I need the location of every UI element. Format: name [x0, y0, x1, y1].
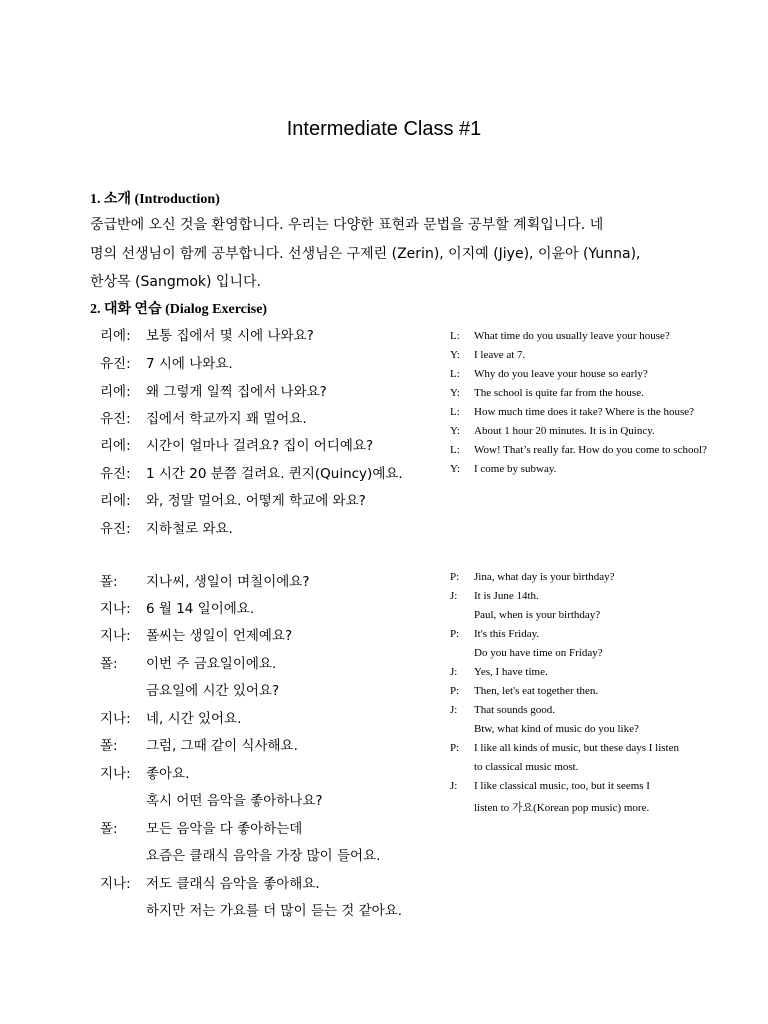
translation-text: What time do you usually leave your house? [474, 330, 670, 342]
speaker-label: 유진: [100, 411, 131, 427]
translation-text: I leave at 7. [474, 349, 526, 361]
speaker-label: 지나: [100, 601, 131, 617]
translation-text: I like all kinds of music, but these days I listen [474, 742, 679, 754]
speaker-label: 리에: [100, 328, 131, 344]
speaker-label: P: [450, 628, 460, 640]
speaker-label: Y: [450, 387, 460, 399]
speaker-label: L: [450, 330, 460, 342]
dialog-text: 지나씨, 생일이 며칠이에요? [146, 574, 310, 590]
dialog-text: 모든 음악을 다 좋아하는데 [146, 821, 303, 837]
translation-text: Why do you leave your house so early? [474, 368, 648, 380]
translation-text: Yes, I have time. [474, 666, 548, 678]
translation-text: Btw, what kind of music do you like? [474, 723, 639, 735]
dialog-text: 1 시간 20 분쯤 걸려요. 퀸지(Quincy)예요. [146, 466, 403, 482]
speaker-label: 지나: [100, 628, 131, 644]
translation-text: It's this Friday. [474, 628, 540, 640]
speaker-label: 리에: [100, 493, 131, 509]
speaker-label: J: [450, 590, 458, 602]
dialog-text: 좋아요. [146, 766, 190, 782]
translation-text: It is June 14th. [474, 590, 539, 602]
speaker-label: 지나: [100, 766, 131, 782]
intro-line: 명의 선생님이 함께 공부합니다. 선생님은 구제린 (Zerin), 이지예 (Jiye), 이윤아 (Yunna), [90, 246, 641, 262]
speaker-label: J: [450, 666, 458, 678]
dialog-text: 폴씨는 생일이 언제예요? [146, 628, 293, 644]
translation-text: to classical music most. [474, 761, 579, 773]
translation-text: Paul, when is your birthday? [474, 609, 601, 621]
translation-text: listen to 가요(Korean pop music) more. [474, 802, 650, 814]
speaker-label: 폴: [100, 738, 118, 754]
speaker-label: 폴: [100, 656, 118, 672]
dialog-text: 집에서 학교까지 꽤 멀어요. [146, 411, 307, 427]
dialog-text: 요즘은 클래식 음악을 가장 많이 들어요. [146, 848, 381, 864]
speaker-label: Y: [450, 425, 460, 437]
dialog-text: 그럼, 그때 같이 식사해요. [146, 738, 298, 754]
speaker-label: 지나: [100, 711, 131, 727]
dialog-text: 지하철로 와요. [146, 521, 233, 537]
speaker-label: Y: [450, 463, 460, 475]
speaker-label: 유진: [100, 466, 131, 482]
translation-text: Then, let's eat together then. [474, 685, 599, 697]
speaker-label: 리에: [100, 438, 131, 454]
intro-heading: 1. 소개 (Introduction) [90, 192, 220, 207]
speaker-label: 리에: [100, 384, 131, 400]
translation-text: About 1 hour 20 minutes. It is in Quincy. [474, 425, 655, 437]
dialog-text: 시간이 얼마나 걸려요? 집이 어디예요? [146, 438, 374, 454]
page-title: Intermediate Class #1 [286, 118, 482, 140]
dialog-text: 혹시 어떤 음악을 좋아하나요? [146, 793, 323, 809]
dialog-text: 와, 정말 멀어요. 어떻게 학교에 와요? [146, 493, 366, 509]
speaker-label: P: [450, 742, 460, 754]
dialog-text: 왜 그렇게 일찍 집에서 나와요? [146, 384, 327, 400]
translation-text: Wow! That’s really far. How do you come to school? [474, 444, 707, 456]
speaker-label: P: [450, 685, 460, 697]
translation-text: I like classical music, too, but it seems I [474, 780, 650, 792]
translation-text: How much time does it take? Where is the house? [474, 406, 695, 418]
dialog-text: 7 시에 나와요. [146, 356, 233, 372]
dialog-text: 이번 주 금요일이에요. [146, 656, 277, 672]
speaker-label: L: [450, 368, 460, 380]
translation-text: Jina, what day is your birthday? [474, 571, 615, 583]
intro-line: 중급반에 오신 것을 환영합니다. 우리는 다양한 표현과 문법을 공부할 계획입니다. 네 [90, 217, 604, 233]
translation-text: That sounds good. [474, 704, 555, 716]
speaker-label: 지나: [100, 876, 131, 892]
speaker-label: P: [450, 571, 460, 583]
intro-line: 한상목 (Sangmok) 입니다. [90, 274, 261, 290]
dialog-text: 금요일에 시간 있어요? [146, 683, 280, 699]
speaker-label: J: [450, 780, 458, 792]
dialog-text: 하지만 저는 가요를 더 많이 듣는 것 같아요. [146, 903, 403, 919]
speaker-label: 폴: [100, 821, 118, 837]
speaker-label: 유진: [100, 356, 131, 372]
dialog-text: 네, 시간 있어요. [146, 711, 242, 727]
speaker-label: 유진: [100, 521, 131, 537]
dialog-text: 저도 클래식 음악을 좋아해요. [146, 876, 320, 892]
translation-text: I come by subway. [474, 463, 557, 475]
dialog-heading: 2. 대화 연습 (Dialog Exercise) [90, 302, 268, 317]
dialog-text: 보통 집에서 몇 시에 나와요? [146, 328, 314, 344]
speaker-label: J: [450, 704, 458, 716]
speaker-label: L: [450, 406, 460, 418]
speaker-label: L: [450, 444, 460, 456]
translation-text: The school is quite far from the house. [474, 387, 644, 399]
translation-text: Do you have time on Friday? [474, 647, 603, 659]
speaker-label: Y: [450, 349, 460, 361]
dialog-text: 6 월 14 일이에요. [146, 601, 255, 617]
speaker-label: 폴: [100, 574, 118, 590]
